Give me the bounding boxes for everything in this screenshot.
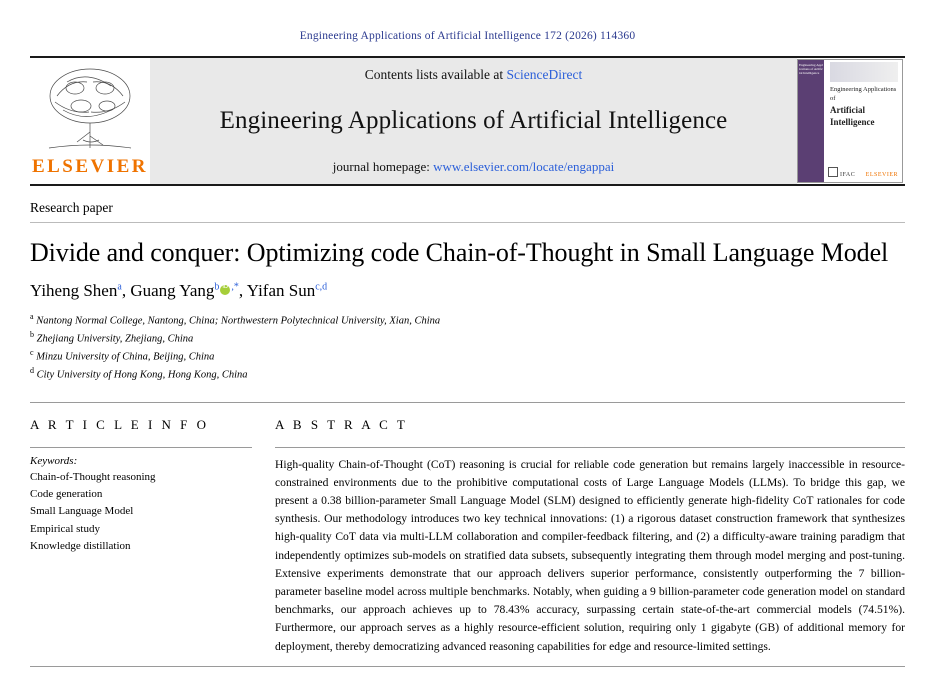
journal-homepage-link[interactable]: www.elsevier.com/locate/engappai [433, 159, 615, 174]
keywords-divider [30, 447, 252, 448]
elsevier-tree-icon [37, 62, 143, 154]
keyword-item: Knowledge distillation [30, 540, 131, 553]
homepage-prefix: journal homepage: [332, 159, 430, 174]
author-affil-mark: b [214, 281, 220, 293]
keywords-label: Keywords: [30, 454, 78, 467]
affiliation-text: Nantong Normal College, Nantong, China; Northwestern Polytechnical University, Xian, China [36, 315, 441, 327]
journal-cover-thumbnail [797, 58, 905, 184]
author-affil-mark: c,d [315, 281, 328, 293]
affiliation-text: Zhejiang University, Zhejiang, China [36, 333, 194, 345]
author-item [247, 281, 327, 300]
affiliation-item [30, 365, 905, 383]
ifac-square-icon [828, 167, 838, 177]
article-type: Research paper [30, 186, 905, 223]
orcid-icon[interactable] [220, 285, 230, 295]
author-name: Yiheng Shen [30, 280, 118, 300]
author-list: Yiheng Shen$^a$, Guang Yang$^b$ iD ,*, Yifan Sun$^{c,d}$ [30, 281, 905, 301]
cover-brand: ELSEVIER [865, 172, 898, 178]
journal-title: Engineering Applications of Artificial Intelligence [219, 107, 728, 134]
header-divider [30, 402, 905, 403]
page-title: Divide and conquer: Optimizing code Chain-of-Thought in Small Language Model [30, 238, 889, 267]
cover-title-line2: Artificial [830, 104, 865, 115]
cover-title-line1: Engineering Applications of [830, 86, 897, 102]
journal-masthead [30, 56, 905, 186]
keywords-list [30, 469, 251, 556]
corresponding-author-mark: ,* [231, 281, 239, 293]
running-head: Engineering Applications of Artificial Intelligence 172 (2026) 114360 [299, 30, 636, 42]
elsevier-logo [30, 58, 150, 184]
keyword-item: Code generation [30, 488, 103, 501]
cover-title-line3: Intelligence [830, 116, 875, 127]
affiliation-mark: c [30, 348, 34, 358]
abstract-divider [275, 447, 905, 448]
ifac-label: IFAC [840, 172, 856, 178]
author-item [30, 281, 122, 300]
sciencedirect-link[interactable]: ScienceDirect [506, 67, 583, 82]
article-header [30, 186, 905, 656]
abstract-text: High-quality Chain-of-Thought (CoT) reasoning is crucial for reliable code generation but remains largely inaccessible in resource-constrained environments due to the prohibitive computational costs of Large Language Models (LLMs). To bridge this gap, we present a 0.38 billion-parameter Small Language Model (SLM) designed to efficiently generate high-fidelity CoT rationales for code synthesis. Our methodology introduces two key technical innovations: (1) a rigorous dataset construction framework that synthesizes high-quality CoT data via multi-LLM collaboration and compiler-feedback filtering, and (2) a difficulty-aware training paradigm that independently optimizes sub-models on stratified data subsets, subsequently integrating them through model merging and post-tuning. Extensive experiments demonstrate that our approach delivers superior performance, consistently outperforming the 7 billion-parameter baseline model across multiple benchmarks. Notably, when guiding a 9 billion-parameter code generation model on standard benchmarks, our approach achieves up to 78.43% accuracy, surpassing certain state-of-the-art commercial models (74.51%). Furthermore, our approach serves as a highly resource-efficient solution, requiring only 1 gigabyte (GB) of additional memory for deployment, thereby democratizing advanced reasoning capabilities for edge and resource-limited settings. [275, 457, 905, 653]
keyword-item: Small Language Model [30, 505, 134, 518]
cover-spine-text: Engineering Applications of Artificial Intelligence [799, 63, 824, 75]
cover-image [830, 62, 898, 82]
affiliation-mark: a [30, 311, 34, 321]
elsevier-wordmark: ELSEVIER [31, 156, 149, 177]
author-item [130, 281, 239, 300]
affiliation-text: City University of Hong Kong, Hong Kong, China [36, 369, 248, 381]
contents-line [365, 67, 582, 83]
footer-divider [30, 666, 905, 667]
journal-homepage-line [333, 159, 614, 175]
affiliation-item [30, 329, 905, 347]
affiliation-text: Minzu University of China, Beijing, China [36, 351, 215, 363]
contents-prefix: Contents lists available at [364, 67, 504, 82]
author-name: Yifan Sun [246, 280, 316, 300]
ifac-logo [828, 167, 855, 178]
affiliation-mark: d [30, 366, 34, 376]
cover-spine [798, 60, 824, 182]
keyword-item: Chain-of-Thought reasoning [30, 470, 156, 483]
article-info-heading: A R T I C L E I N F O [30, 416, 210, 432]
cover-title [830, 86, 898, 128]
journal-center-panel [150, 58, 797, 184]
affiliation-item [30, 311, 905, 329]
affiliation-list [30, 311, 905, 384]
affiliation-mark: b [30, 329, 34, 339]
abstract-column [275, 417, 905, 656]
article-body-columns [30, 417, 905, 656]
affiliation-item [30, 347, 905, 365]
abstract-heading: A B S T R A C T [275, 416, 408, 432]
keyword-item: Empirical study [30, 522, 100, 535]
author-name: Guang Yang [130, 280, 215, 300]
article-info-column [30, 417, 275, 656]
author-affil-mark: a [117, 281, 122, 293]
